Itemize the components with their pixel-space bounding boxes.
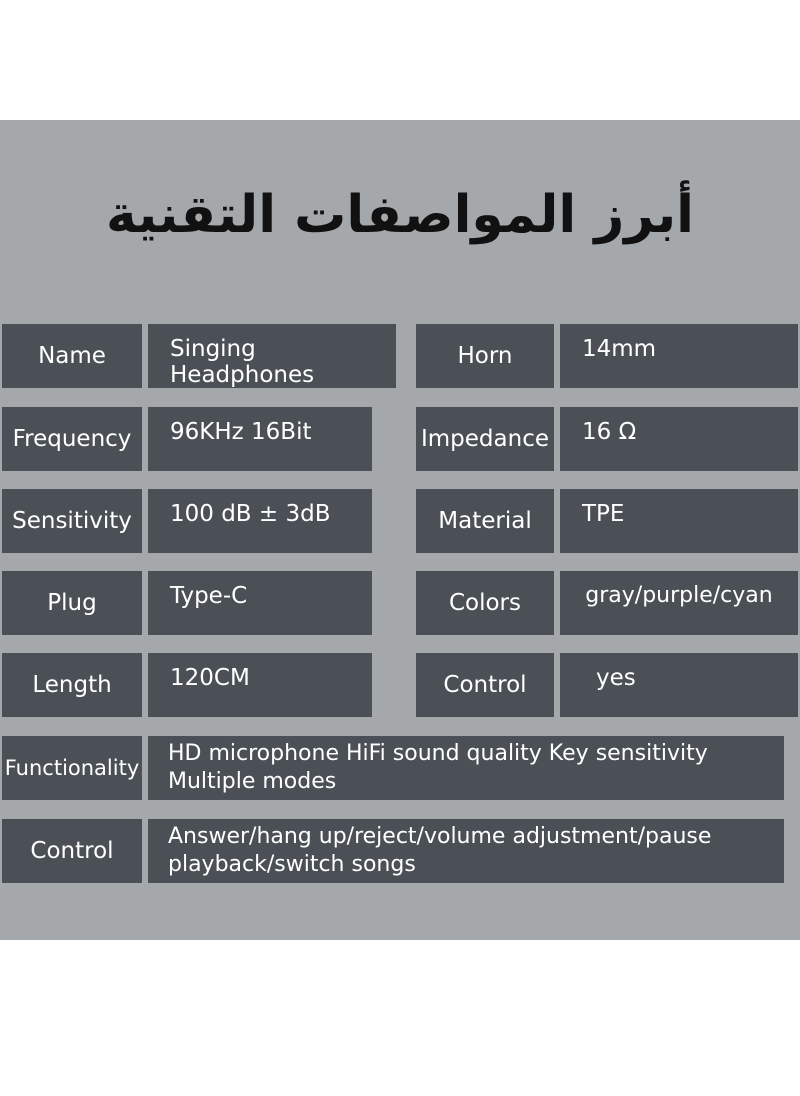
spec-label-colors: Colors — [416, 571, 554, 635]
spec-value-control-detail: Answer/hang up/reject/volume adjustment/pause playback/switch songs — [148, 819, 784, 883]
spec-value-plug: Type-C — [148, 571, 372, 635]
spec-label-control: Control — [416, 653, 554, 717]
spec-value-frequency: 96KHz 16Bit — [148, 407, 372, 471]
spec-label-control-detail: Control — [2, 819, 142, 883]
spec-value-name: Singing Headphones — [148, 324, 396, 388]
spec-label-material: Material — [416, 489, 554, 553]
spec-value-material: TPE — [560, 489, 798, 553]
spec-label-impedance: Impedance — [416, 407, 554, 471]
spec-label-sensitivity: Sensitivity — [2, 489, 142, 553]
spec-value-colors: gray/purple/cyan — [560, 571, 798, 635]
spec-label-horn: Horn — [416, 324, 554, 388]
spec-value-control: yes — [560, 653, 798, 717]
spec-value-length: 120CM — [148, 653, 372, 717]
spec-label-frequency: Frequency — [2, 407, 142, 471]
spec-value-impedance: 16 Ω — [560, 407, 798, 471]
spec-value-sensitivity: 100 dB ± 3dB — [148, 489, 372, 553]
spec-value-horn: 14mm — [560, 324, 798, 388]
spec-label-name: Name — [2, 324, 142, 388]
spec-label-plug: Plug — [2, 571, 142, 635]
spec-label-functionality: Functionality — [2, 736, 142, 800]
spec-label-length: Length — [2, 653, 142, 717]
page-title: أبرز المواصفات التقنية — [106, 185, 694, 245]
spec-value-functionality: HD microphone HiFi sound quality Key sensitivity Multiple modes — [148, 736, 784, 800]
